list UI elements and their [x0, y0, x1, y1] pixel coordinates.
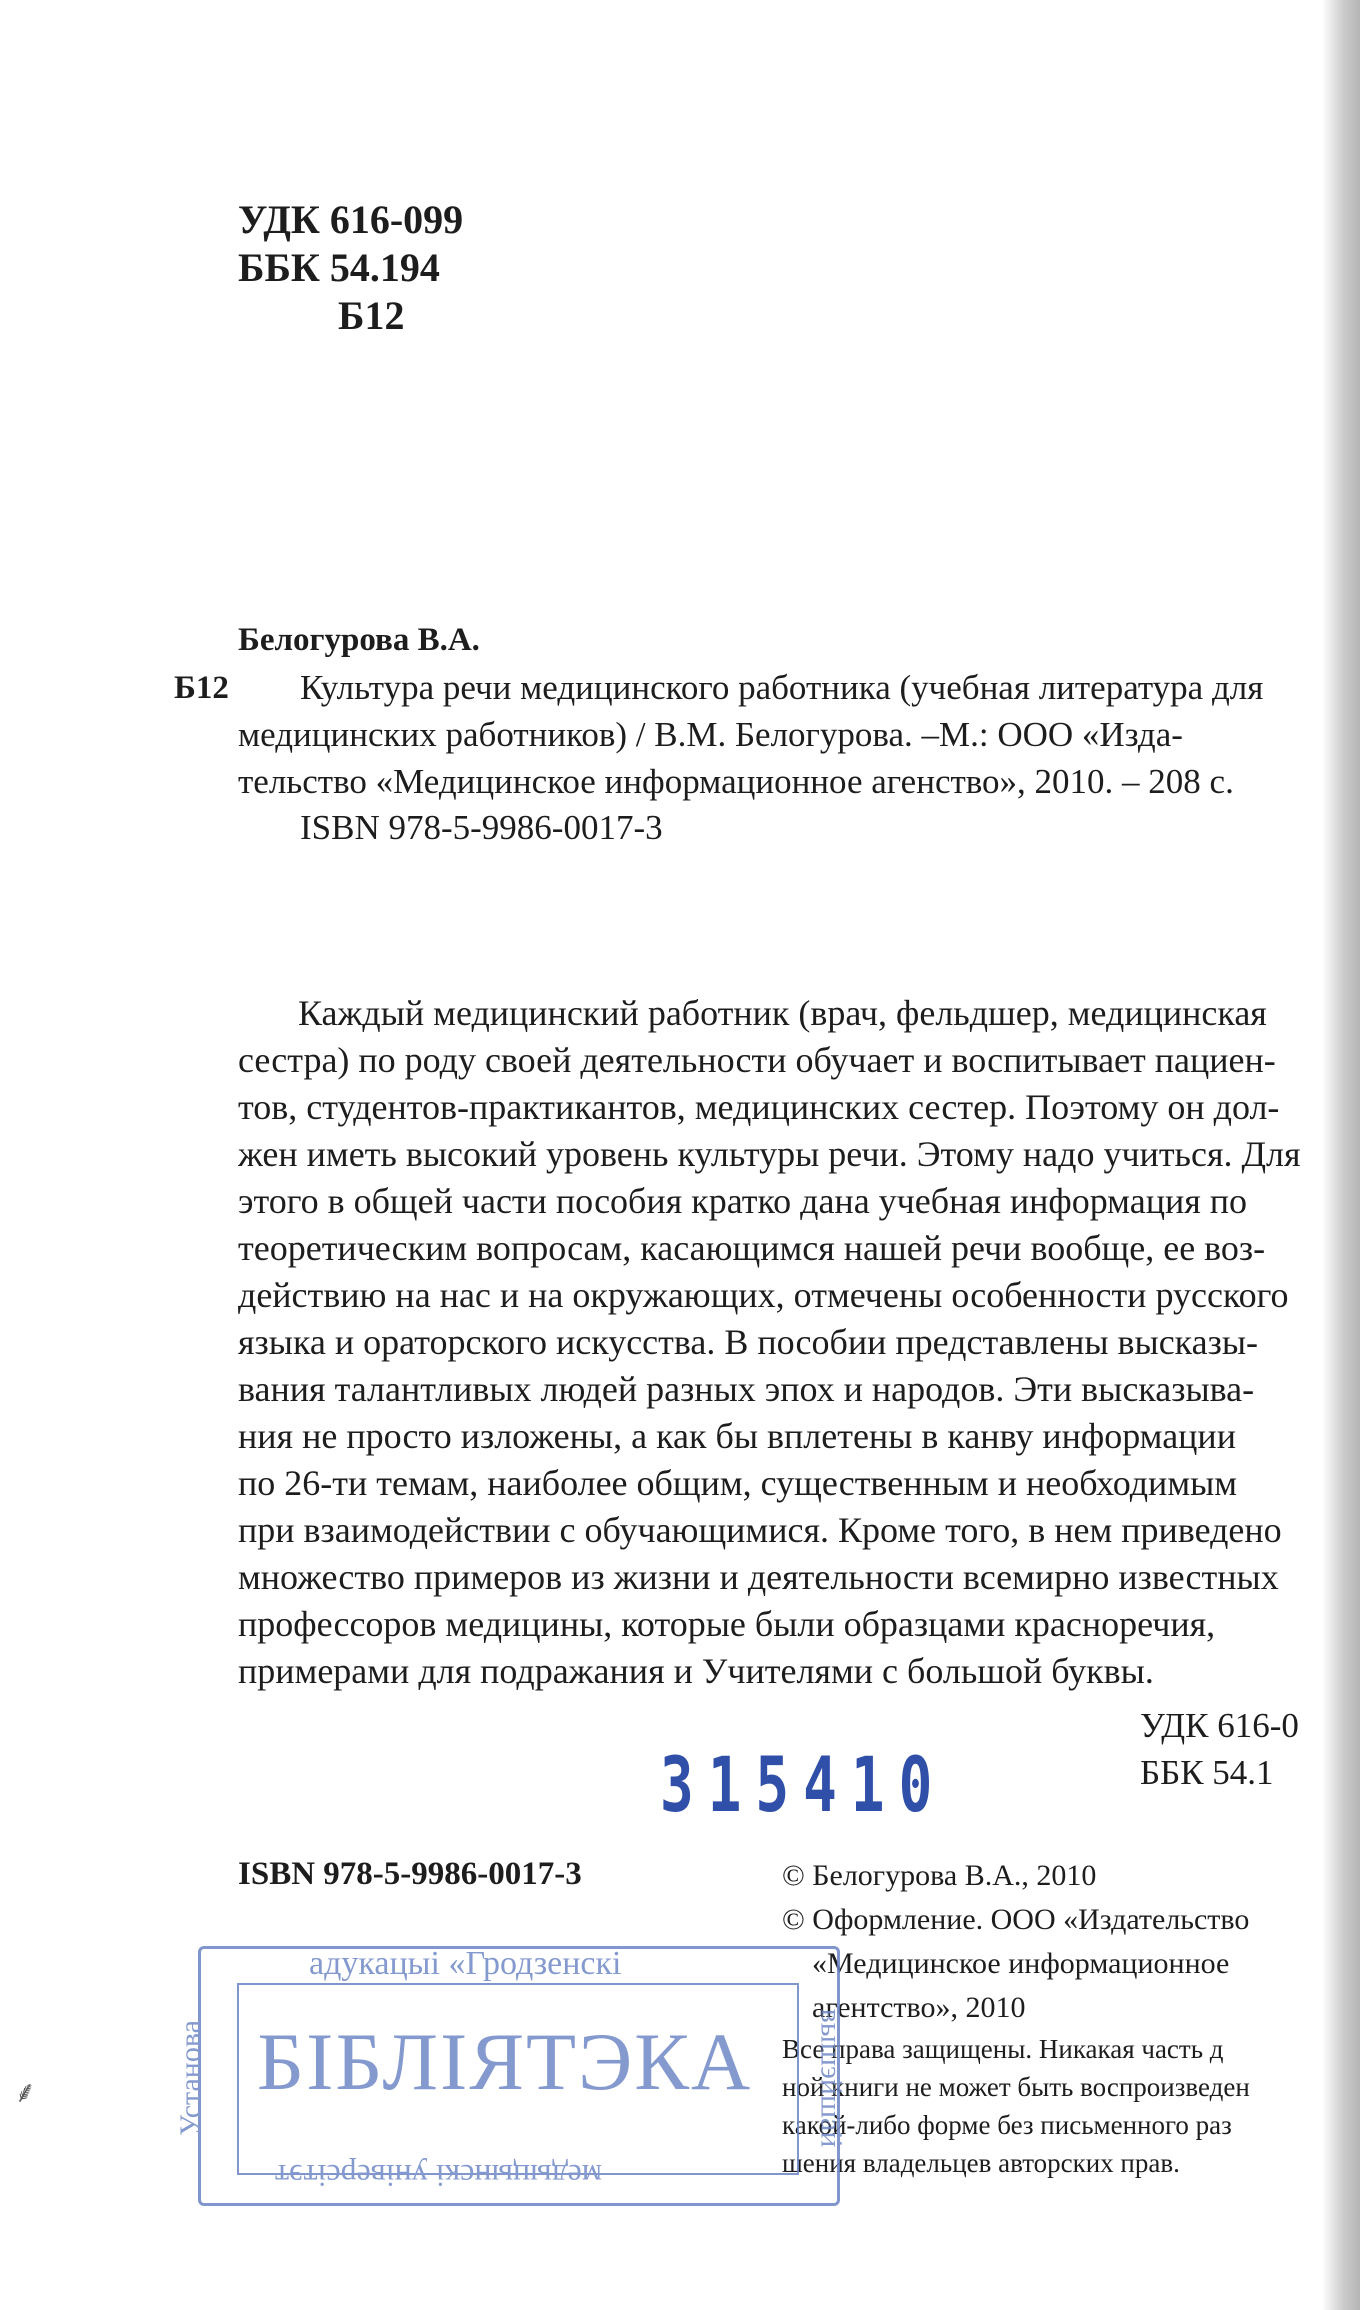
abstract-line: сестра) по роду своей деятельности обучает и воспитывает пациен- — [238, 1040, 1276, 1080]
bibliographic-description — [238, 664, 1338, 805]
bibliographic-line: тельство «Медицинское информационное агенство», 2010. – 208 с. — [238, 762, 1234, 801]
footer-bbk: ББК 54.1 — [1140, 1753, 1274, 1792]
bibliographic-code: Б12 — [174, 670, 229, 706]
footer-classification — [1140, 1702, 1299, 1796]
handwritten-mark: ⸙ — [14, 2076, 37, 2109]
author-sign-code: Б12 — [338, 293, 405, 338]
abstract-line: примерами для подражания и Учителями с большой буквы. — [238, 1651, 1154, 1691]
footer-udk: УДК 616-0 — [1140, 1706, 1299, 1745]
abstract-line: жен иметь высокий уровень культуры речи. Этому надо учиться. Для — [238, 1134, 1301, 1174]
bibliographic-line: Культура речи медицинского работника (учебная литература для — [300, 668, 1264, 707]
abstract-line: вания талантливых людей разных эпох и народов. Эти высказыва- — [238, 1369, 1255, 1409]
author-name: Белогурова В.А. — [238, 622, 480, 658]
rights-notice — [782, 2030, 1250, 2182]
classification-block — [238, 196, 463, 340]
footer-isbn: ISBN 978-5-9986-0017-3 — [238, 1856, 582, 1892]
bibliographic-line: медицинских работников) / В.М. Белогурова. –М.: ООО «Изда- — [238, 715, 1183, 754]
library-stamp-main-text: БІБЛІЯТЭКА — [257, 2016, 753, 2107]
library-stamp-right-text: вышэйшай — [814, 2008, 848, 2148]
rights-line: ной книги не может быть воспроизведен — [782, 2072, 1250, 2102]
copyright-block — [782, 1854, 1249, 2030]
abstract-line: множество примеров из жизни и деятельности всемирно известных — [238, 1557, 1279, 1597]
abstract-line: этого в общей части пособия кратко дана учебная информация по — [238, 1181, 1248, 1221]
rights-line: какой-либо форме без письменного раз — [782, 2110, 1232, 2140]
abstract-line: Каждый медицинский работник (врач, фельдшер, медицинская — [298, 993, 1267, 1033]
abstract-line: по 26-ти темам, наиболее общим, существенным и необходимым — [238, 1463, 1238, 1503]
rights-line: Все права защищены. Никакая часть д — [782, 2034, 1224, 2064]
abstract-line: тов, студентов-практикантов, медицинских сестер. Поэтому он дол- — [238, 1087, 1280, 1127]
abstract-line: теоретическим вопросам, касающимся нашей речи вообще, ее воз- — [238, 1228, 1266, 1268]
inventory-number-stamp: 315410 — [660, 1742, 947, 1830]
rights-line: шения владельцев авторских прав. — [782, 2148, 1180, 2178]
copyright-line: агентство», 2010 — [812, 1991, 1026, 2024]
copyright-line: «Медицинское информационное — [812, 1947, 1230, 1980]
abstract-line: действию на нас и на окружающих, отмечены особенности русского — [238, 1275, 1289, 1315]
isbn-line: ISBN 978-5-9986-0017-3 — [300, 808, 663, 847]
library-stamp-bottom-text: медыцынскі універсітэт — [275, 2158, 602, 2194]
abstract-line: при взаимодействии с обучающимися. Кроме того, в нем приведено — [238, 1510, 1282, 1550]
abstract-line: языка и ораторского искусства. В пособии представлены высказы- — [238, 1322, 1259, 1362]
abstract-line: профессоров медицины, которые были образцами красноречия, — [238, 1604, 1216, 1644]
library-stamp-top-text: адукацыі «Гродзенскі — [309, 1945, 622, 1982]
udk-code: УДК 616-099 — [238, 197, 464, 242]
abstract-line: ния не просто изложены, а как бы вплетены в канву информации — [238, 1416, 1236, 1456]
copyright-line: © Оформление. ООО «Издательство — [782, 1903, 1250, 1936]
library-stamp — [173, 1945, 848, 2206]
library-stamp-left-text: Установа — [173, 2020, 207, 2136]
abstract-paragraph — [238, 990, 1336, 1695]
bbk-code: ББК 54.194 — [238, 245, 440, 290]
copyright-line: © Белогурова В.А., 2010 — [782, 1859, 1097, 1892]
